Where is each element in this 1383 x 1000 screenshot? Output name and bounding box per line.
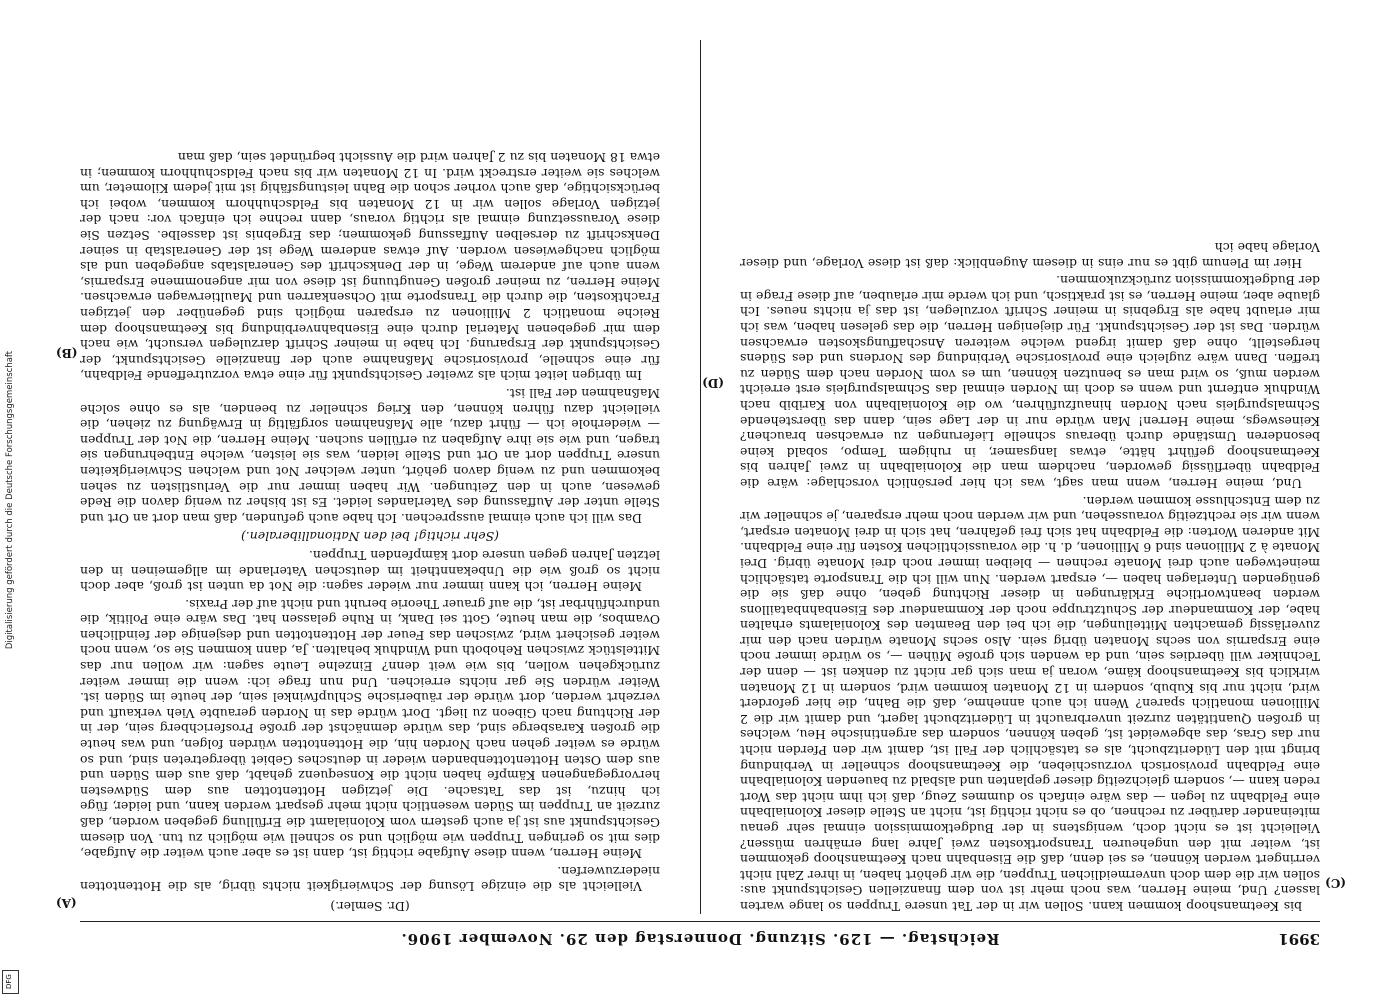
margin-mark-b: (B)	[56, 346, 78, 360]
page-header	[80, 924, 1320, 950]
paragraph: Das will ich auch einmal aussprechen. Ich habe auch gefunden, daß man dort an Ort und Stelle unter der Auffassung des Vaterlandes leidet. Es ist bisher zu wenig davon die Rede gewesen, auch in den Zeitungen. Wir haben immer nur die Verlustlisten zu sehen bekommen und zu wenig davon gehört, unter welcher Not und welchen Schwierigkeiten unsere Truppen dort an Ort und Stelle leiden, was sie leisten, welche Entbehrungen sie tragen, und wie sie ihre Aufgaben zu erfüllen suchen. Meine Herren, die Not der Truppen — wiederhole ich — führt dazu, alle Maßnahmen sorgfältig in Erwägung zu ziehen, die vielleicht dazu führen können, den Krieg schneller zu beenden, als es ohne solche Maßnahmen der Fall ist.	[80, 386, 660, 526]
left-column	[740, 40, 1320, 914]
paragraph: Meine Herren, ich kann immer nur wieder sagen: die Not da unten ist groß, aber doch nicht so groß wie die Unbekanntheit im deutschen Vaterlande im allgemeinen in den letzten Jahren gegen unsere dort kämpfenden Truppen.	[80, 547, 660, 595]
paragraph: Hier im Plenum gibt es nur eins in diesem Augenblick: daß ist diese Vorlage, und dieser Vorlage habe ich	[740, 240, 1320, 271]
paragraph: Vielleicht als die einzige Lösung der Schwierigkeit nichts übrig, als die Hottentotten niederzuwerfen.	[80, 863, 660, 895]
right-column	[80, 40, 660, 914]
paragraph: bis Keetmanshoop kommen kann. Sollen wir in der Tat unsere Truppen so lange warten lassen? Und, meine Herren, was noch mehr ist von dem finanziellen Gesichtspunkt aus: sollen wir die dem doch unvermeidlichen Truppen, die wir gehört haben, in ihrer Zahl nicht verringert werden können, es sei denn, daß die Eisenbahn nach Keetmanshoop gekommen ist, weiter mit den ungeheuren Transportkosten zwei Jahre lang ernähren müssen? Vielleicht ist es nicht doch, wenigstens in der Budgetkommission einmal sehr genau miteinander darüber zu rechnen, ob es nicht richtig ist, nicht an Stelle dieser Kolonialbahn eine Feldbahn zu legen — das wäre einfach so dummes Zeug, daß ich ihm nicht das Wort reden kann —, sondern gleichzeitig dieser geplanten und alsbald zu bauenden Kolonialbahn eine Feldbahn provisorisch vorzuschieben, die Keetmanshoop schneller in Verbindung bringt mit den Lüderitzbucht, als es tatsächlich der Fall ist, damit wir den Pferden nicht nur das Gras, das abgeweidet ist, geben können, sondern das argentinische Heu, welches in großen Quantitäten zurzeit unverbraucht in Lüderitzbucht lagert, und damit wir die 2 Millionen monatlich sparen? Wenn ich auch annehme, daß die Bahn, die hier gefordert wird, nicht nur bis Kubub, sondern in 12 Monaten kommen wird, sondern in 12 Monaten wirklich bis Keetmanshoop käme, woran ja man sich gar nicht zu denken ist — denn der Techniker will überdies sein, und da wenden sich große Mühen —, so würde immer noch eine Ersparnis von sechs Monaten übrig sein. Also sechs Monate würden nach den mir zuverlässig gemachten Mitteilungen, die ich bei den Beamten des Kolonialamts erhalten habe, der Kommandeur der Schutztruppe noch der Kommandeur des Eisenbahnbataillons werden beantwortliche Erklärungen in dieser Richtung geben, ohne daß sie die genügenden Unterlagen haben —, erspart werden. Nun will ich die Transporte tatsächlich meinetwegen auch drei Monate rechnen — bleiben immer noch drei Monate übrig. Drei Monate à 2 Millionen sind 6 Millionen, d. h. die voraussichtlichen Kosten für eine Feldbahn. Mit anderen Worten: die Feldbahn hat sich frei gefahren, hat sich in drei Monaten erspart, wenn wir sie rechtzeitig voraussehen, und wir werden noch mehr ersparen, je schneller wir zu dem Entschlusse kommen werden.	[740, 493, 1320, 914]
credit-text: Digitalisierung gefördert durch die Deutsche Forschungsgemeinschaft	[5, 350, 15, 650]
speaker-name: (Dr. Semler.)	[330, 899, 410, 914]
column-divider	[700, 40, 701, 914]
paragraph: Meine Herren, wenn diese Aufgabe richtig ist, dann ist es aber auch weiter die Aufgabe, dies mit so geringen Truppen wie möglich und so schnell wie möglich zu tun. Von diesem Gesichtspunkt aus ist ja auch gestern vom Kolonialamt die Erfüllung gegeben worden, daß zurzeit an Truppen im Süden wesentlich nicht mehr gespart werden kann, und leider, füge ich hinzu, ist das Tatsache. Die jetzigen Hottentotten aus dem Südwesten hervorgegangenen Kämpfe haben nicht die Konsequenz gehabt, daß aus dem Süden und aus dem Osten Hottentottenbanden wieder in deutsches Gebiet übergetreten sind, und so würde es weiter gehen nach Norden hin, die Hottentotten würden folgen, und was heute die großen Karasberge sind, das würde demnächst der große Prosferichberg sein, der in der Richtung nach Gibeon zu liegt. Dort würde das in Norden geraubte Vieh verkauft und verzehrt werden, dort würde der räuberische Schlupfwinkel sein, der heute im Süden ist. Weiter würden Sie gar nichts erreichen. Und nun frage ich: wenn die immer weiter zurückgehen wollen, bis wie weit denn? Einzelne Leute sagen: wir wollen nur das Mittelstück zwischen Rehoboth und Windhuk behalten. Ja, dann kommen Sie so, wenn noch weiter gesichert wird, zwischen das Feuer der Hottentotten und desjenige der feindlichen Ovambos, die man heute, Gott sei Dank, in Ruhe gelassen hat. Das wäre eine Politik, die undurchführbar ist, die auf grauer Theorie beruht und nicht auf der Praxis.	[80, 596, 660, 862]
page-number: 3991	[1278, 930, 1320, 948]
margin-mark-c: (C)	[1325, 876, 1346, 890]
page-title: Reichstag. — 129. Sitzung. Donnerstag den 29. November 1906.	[400, 930, 1000, 948]
paragraph: Im übrigen leitet mich als zweiter Gesichtspunkt für eine etwa vorzutreffende Feldbahn, für eine schnelle, provisorische Maßnahme auch der finanzielle Gesichtspunkt, der Gesichtspunkt der Ersparung. Ich habe in meiner Schrift darzulegen versucht, wie nach dem mir gegebenen Material durch eine Eisenbahnverbindung bis Keetmanshoop dem Reiche monatlich 2 Millionen zu ersparen möglich sind gegenüber den jetzigen Frachtkosten, die durch die Transporte mit Ochsenkarren und Maultierwagen erwachsen. Meine Herren, zu meiner großen Genugtuung ist diese von mir angenommene Ersparnis, wenn auch auf anderem Wege, in der Denkschrift des Generalstabs angegeben und als möglich nachgewiesen worden. Auf etwas anderem Wege ist der Generalstab in seiner Denkschrift zu derselben Auffassung gekommen; das Ergebnis ist dasselbe. Setzen Sie diese Voraussetzung einmal als richtig voraus, dann rechne ich einfach vor: nach der jetzigen Vorlage sollen wir in 12 Monaten bis Feldschuhhorn kommen, wobei ich berücksichtige, daß auch vorher schon die Bahn leistungsfähig ist mit jedem Kilometer, um welches sie weiter erstreckt wird. In 12 Monaten wir bis nach Feldschuhhorn kommen; in etwa 18 Monaten bis zu 2 Jahren wird die Aussicht begründet sein, daß man	[80, 150, 660, 384]
margin-mark-d: (D)	[702, 376, 724, 390]
dfg-logo: DFG	[2, 970, 19, 994]
credit-strip	[0, 0, 20, 1000]
rotated-page	[56, 40, 1346, 950]
interjection: (Sehr richtig! bei den Nationalliberalen.)	[241, 529, 499, 545]
margin-mark-a: (A)	[56, 896, 77, 910]
header-rule	[80, 921, 1320, 922]
paragraph: Und, meine Herren, wenn man sagt, was ich hier persönlich vorschlage: wäre die Feldbahn überflüssig geworden, nachdem man die Kolonialbahn in zwei Jahren bis Keetmanshoop geführt hätte, etwas langsamer, in ruhigem Tempo, sobald keine besonderen Umstände durch überaus schnelle Lieferungen zu erwachsen brauchen? Keineswegs, meine Herren! Man würde nur in der Lage sein, dann das überstehende Schmalspurgleis nach Norden hinaufzuführen, wo die Kolonialbahn von Karibib nach Windhuk entfernt und wenn es doch im Norden einmal das Schmalspurgleis erst erreicht werden muß, so wird man es benutzen können, um es vom Norden nach dem Süden zu treffen. Dann wäre zugleich eine provisorische Verbindung des Nordens und des Südens hergestellt, ohne daß damit irgend welche weiteren Anschaffungskosten erwachsen würden. Das ist der Gesichtspunkt. Für diejenigen Herren, die das gelesen haben, was ich mir erlaubt habe als Ergebnis in meiner Schrift vorzulegen, ist das ja nichts neues. Ich glaube aber, meine Herren, es ist praktisch, und ich werde mir erlauben, auf diese Frage in der Budgetkommission zurückzukommen.	[740, 273, 1320, 491]
